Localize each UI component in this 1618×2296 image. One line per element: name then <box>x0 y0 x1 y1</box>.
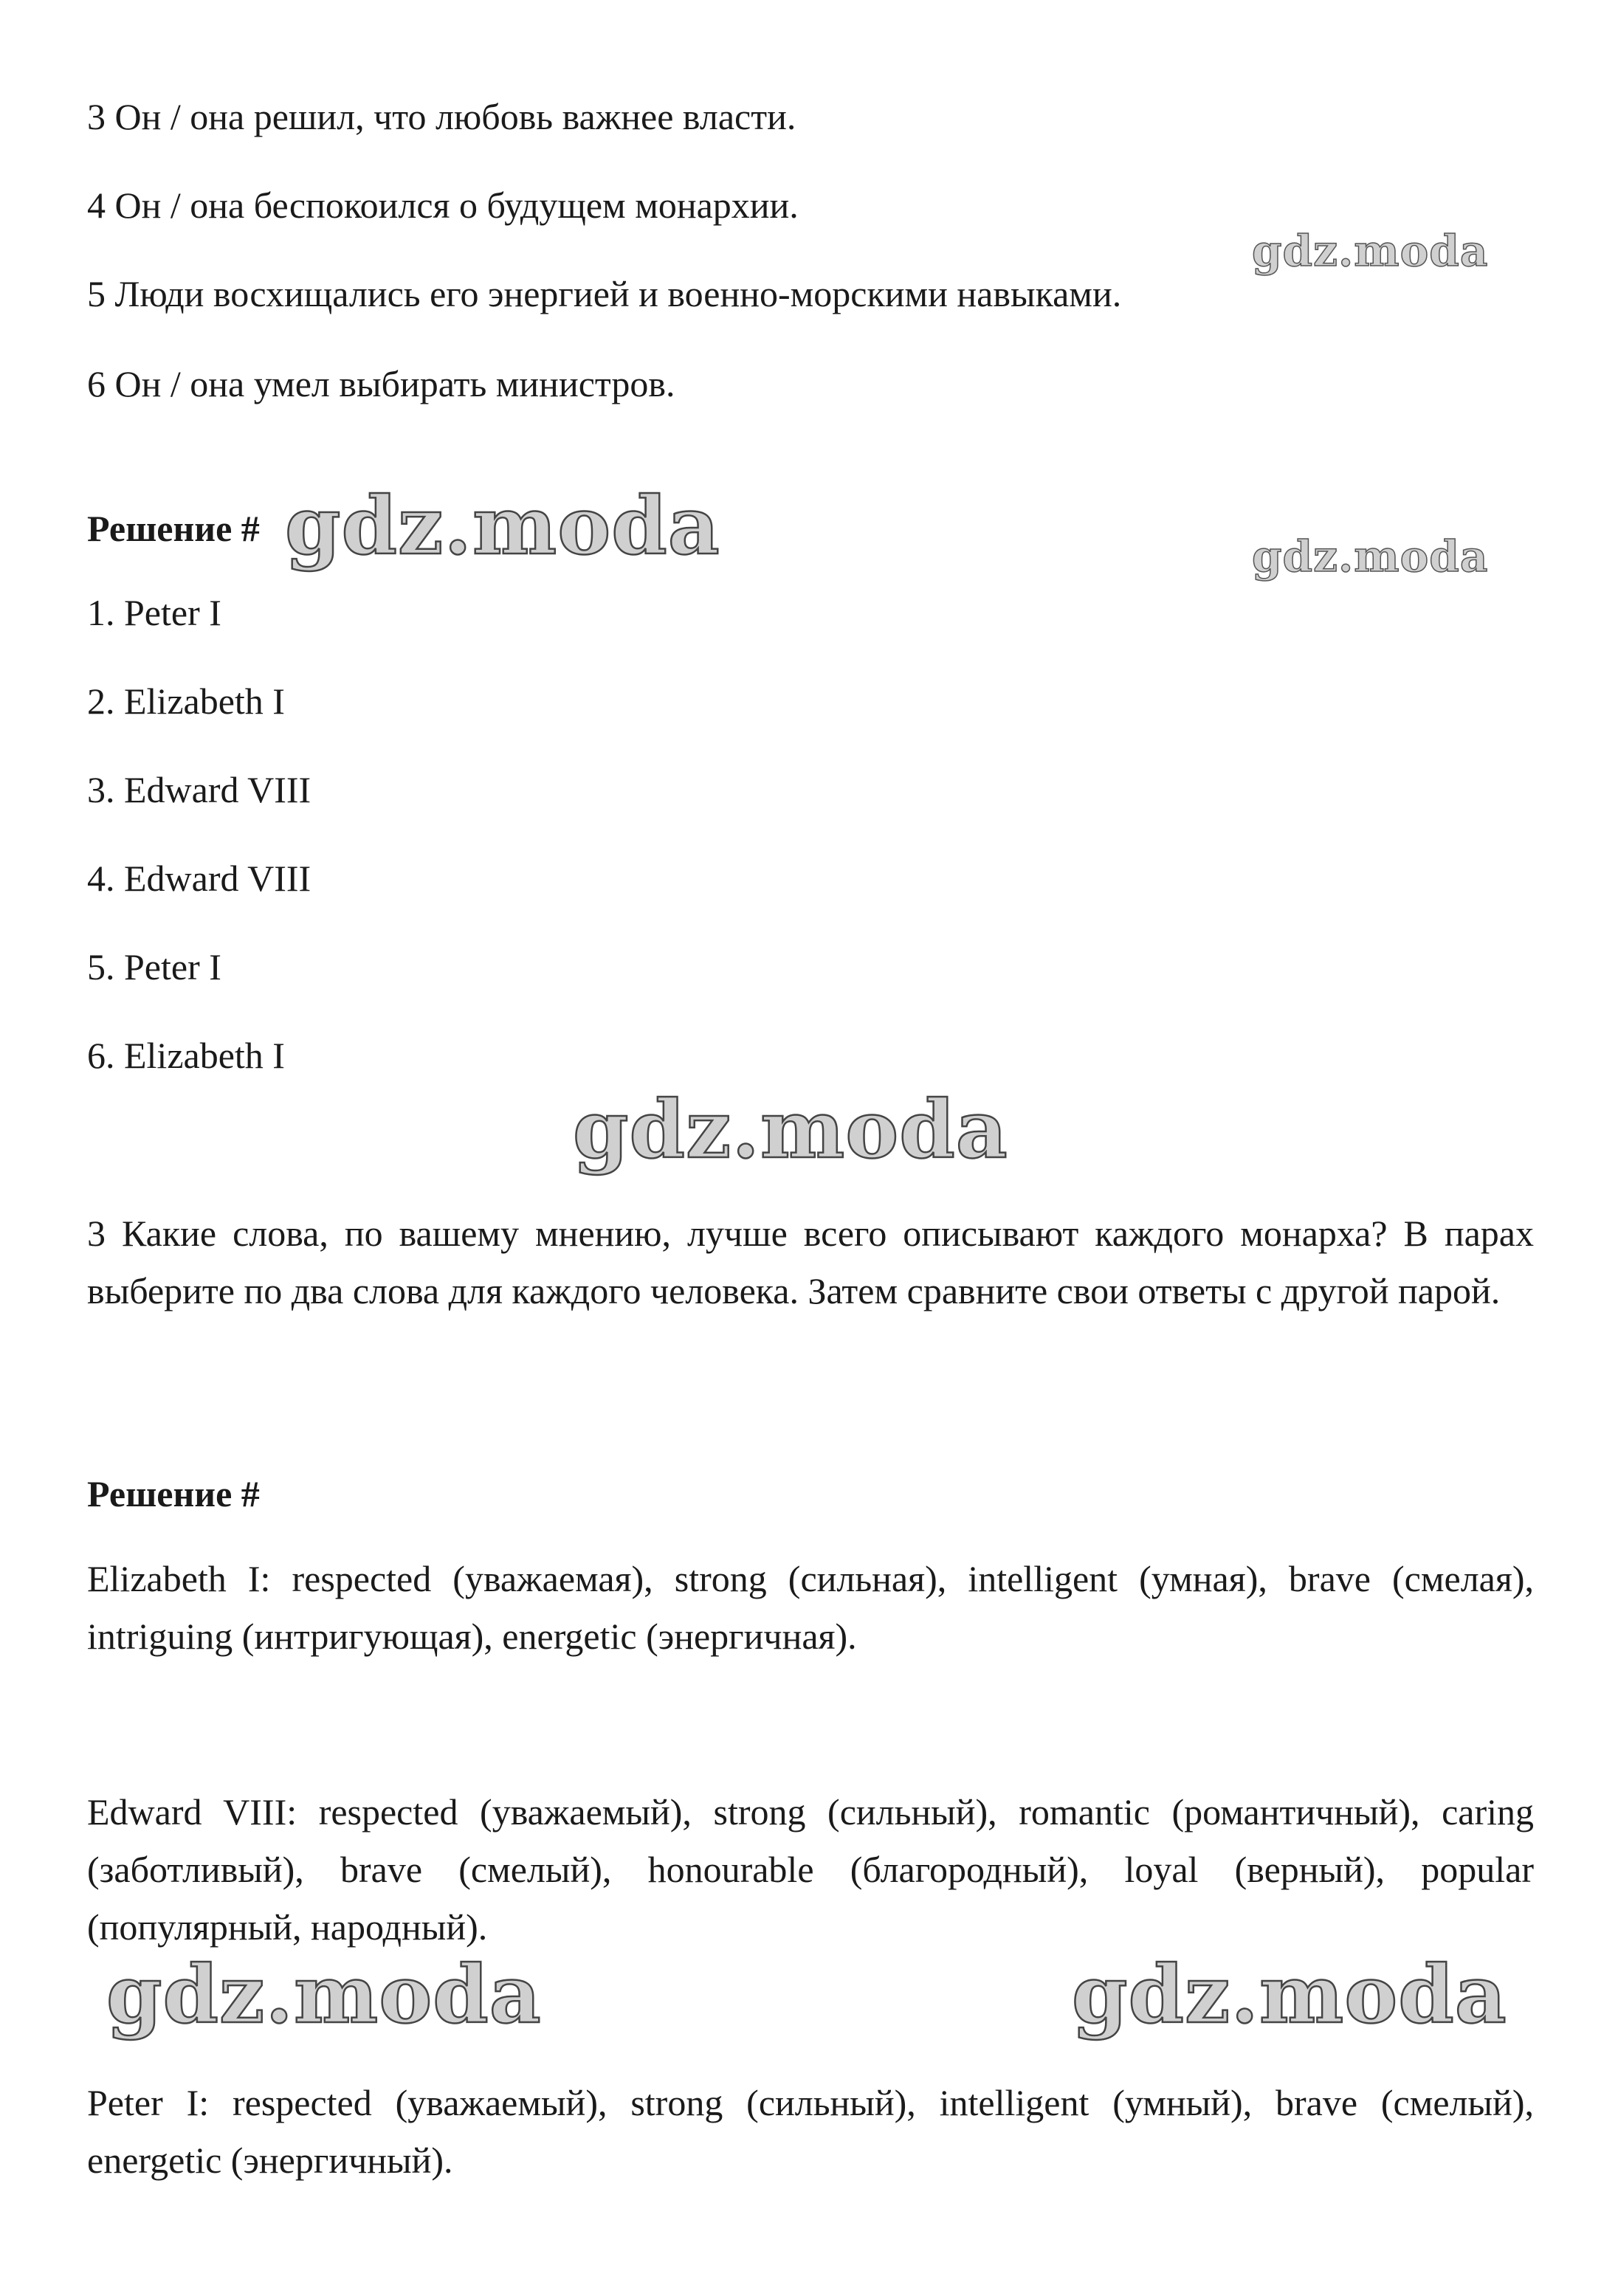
answer-4: 4. Edward VIII <box>87 858 311 899</box>
watermark: gdz.moda <box>1252 226 1489 276</box>
answer-6: 6. Elizabeth I <box>87 1035 285 1076</box>
intro-line-6: 6 Он / она умел выбирать министров. <box>87 363 675 404</box>
answer-1: 1. Peter I <box>87 592 221 633</box>
elizabeth-description: Elizabeth I: respected (уважаемая), strong (сильная), intelligent (умная), brave (смелая), intriguing (интригующая), energetic (энергичная). <box>87 1558 1534 1657</box>
watermark: gdz.moda <box>1252 531 1489 582</box>
edward-description: Edward VIII: respected (уважаемый), strong (сильный), romantic (романтичный), caring (заботливый), brave (смелый), honourable (благородный), loyal (верный), popular (популярный, народный). <box>87 1791 1534 1948</box>
intro-line-4: 4 Он / она беспокоился о будущем монархии. <box>87 185 799 226</box>
watermark: gdz.moda <box>285 480 720 573</box>
watermark: gdz.moda <box>573 1083 1008 1176</box>
watermark: gdz.moda <box>106 1948 542 2041</box>
peter-description: Peter I: respected (уважаемый), strong (сильный), intelligent (умный), brave (смелый), energetic (энергичный). <box>87 2082 1534 2181</box>
intro-line-5: 5 Люди восхищались его энергией и военно-морскими навыками. <box>87 273 1122 314</box>
answer-3: 3. Edward VIII <box>87 769 311 810</box>
answer-2: 2. Elizabeth I <box>87 680 285 722</box>
answer-5: 5. Peter I <box>87 946 221 987</box>
intro-line-3: 3 Он / она решил, что любовь важнее власти. <box>87 96 796 137</box>
task-3-text: 3 Какие слова, по вашему мнению, лучше всего описывают каждого монарха? В парах выберите по два слова для каждого человека. Затем сравните свои ответы с другой парой. <box>87 1213 1534 1311</box>
solution-heading-2: Решение # <box>87 1473 260 1514</box>
solution-heading-1: Решение # <box>87 508 260 549</box>
watermark: gdz.moda <box>1072 1948 1507 2041</box>
